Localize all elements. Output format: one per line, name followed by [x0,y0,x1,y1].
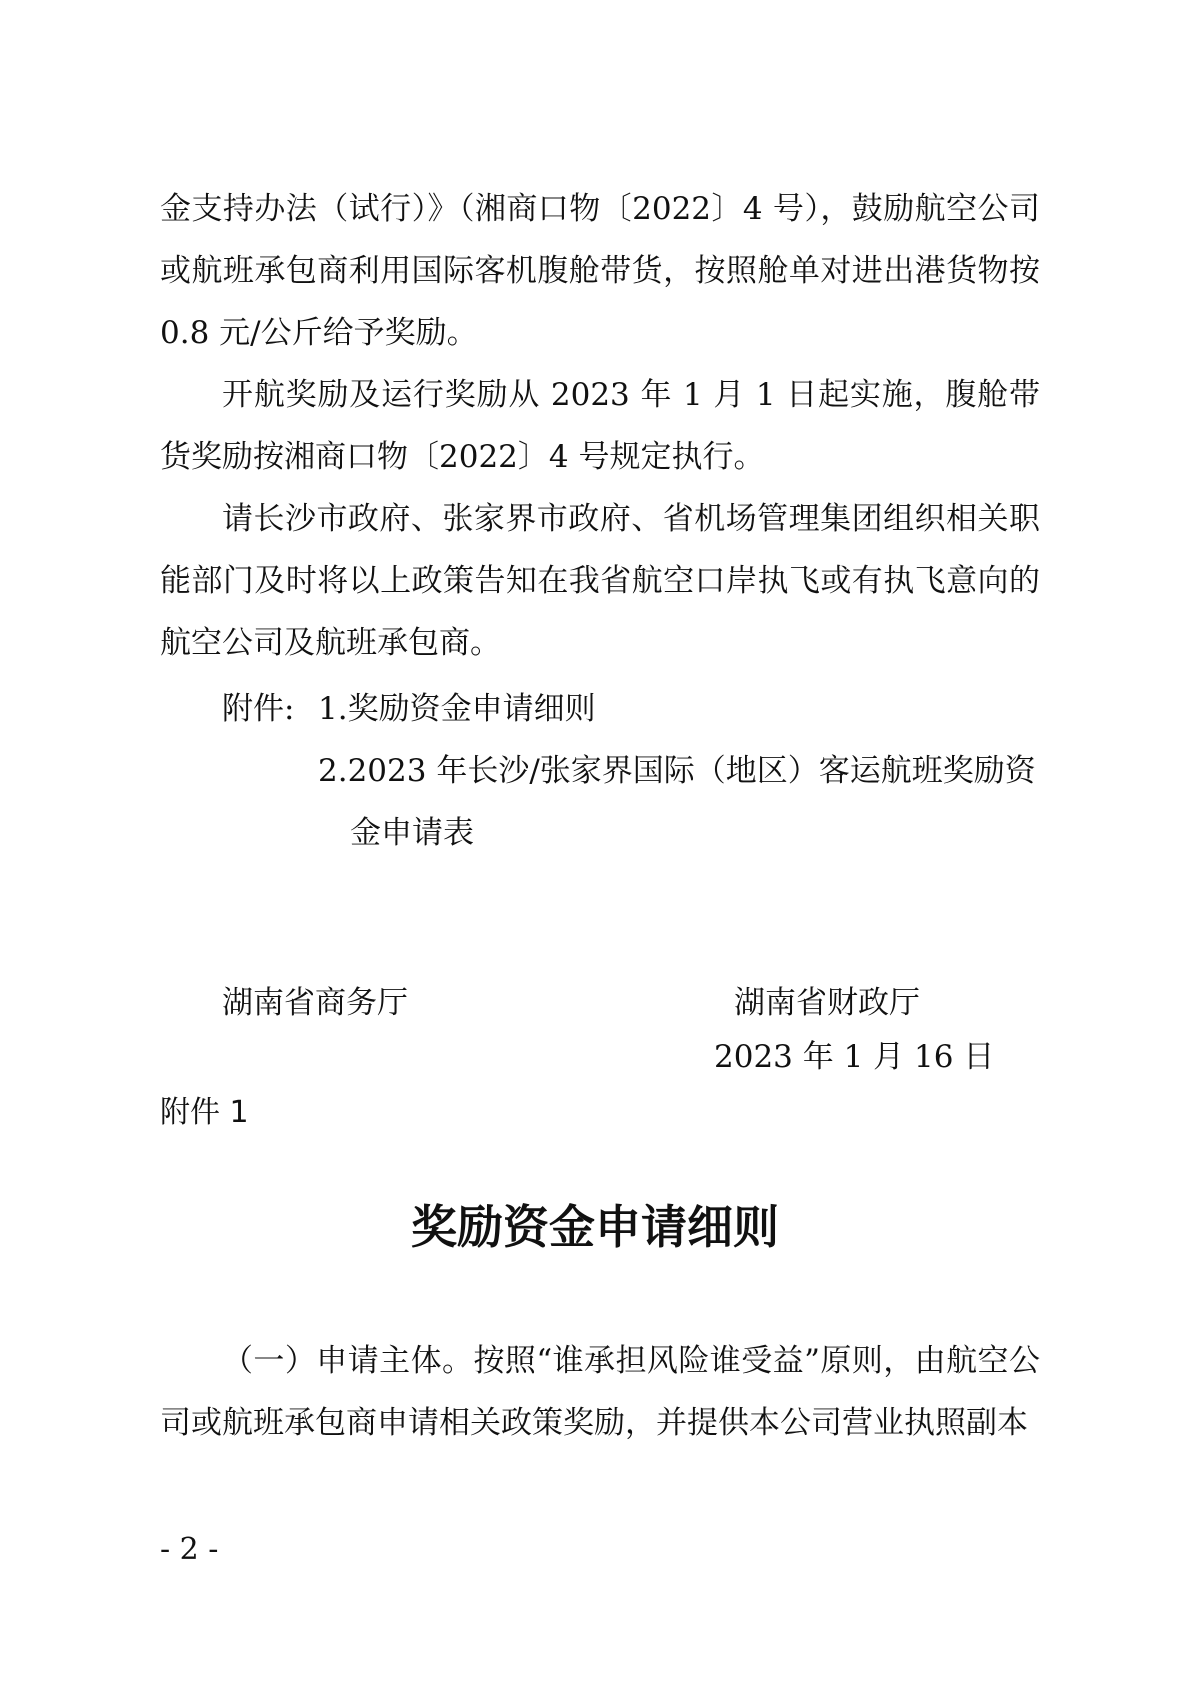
attachment-item-2-continued: 金申请表 [350,815,474,851]
attachments-label: 附件: [222,691,295,727]
attachment-item-1: 1.奖励资金申请细则 [318,691,596,727]
issuer-finance-department: 湖南省财政厅 [734,985,920,1021]
paragraph-notification-request: 请长沙市政府、张家界市政府、省机场管理集团组织相关职能部门及时将以上政策告知在我省航空口岸执飞或有执飞意向的航空公司及航班承包商。 [160,501,1040,661]
appendix-title: 奖励资金申请细则 [411,1200,779,1254]
attachment-item-2: 2.2023 年长沙/张家界国际（地区）客运航班奖励资 [318,753,1036,789]
paragraph-cargo-reward: 金支持办法（试行）》（湘商口物〔2022〕4 号），鼓励航空公司或航班承包商利用国际客机腹舱带货，按照舱单对进出港货物按 0.8 元/公斤给予奖励。 [160,191,1040,351]
appendix-label: 附件 1 [160,1095,249,1130]
issuer-commerce-department: 湖南省商务厅 [222,985,408,1021]
page-number: - 2 - [160,1532,219,1567]
section-application-subject: （一）申请主体。按照“谁承担风险谁受益”原则，由航空公司或航班承包商申请相关政策奖励，并提供本公司营业执照副本 [160,1343,1040,1441]
issue-date: 2023 年 1 月 16 日 [714,1039,995,1075]
paragraph-implementation-date: 开航奖励及运行奖励从 2023 年 1 月 1 日起实施，腹舱带货奖励按湘商口物〔2022〕4 号规定执行。 [160,377,1040,475]
